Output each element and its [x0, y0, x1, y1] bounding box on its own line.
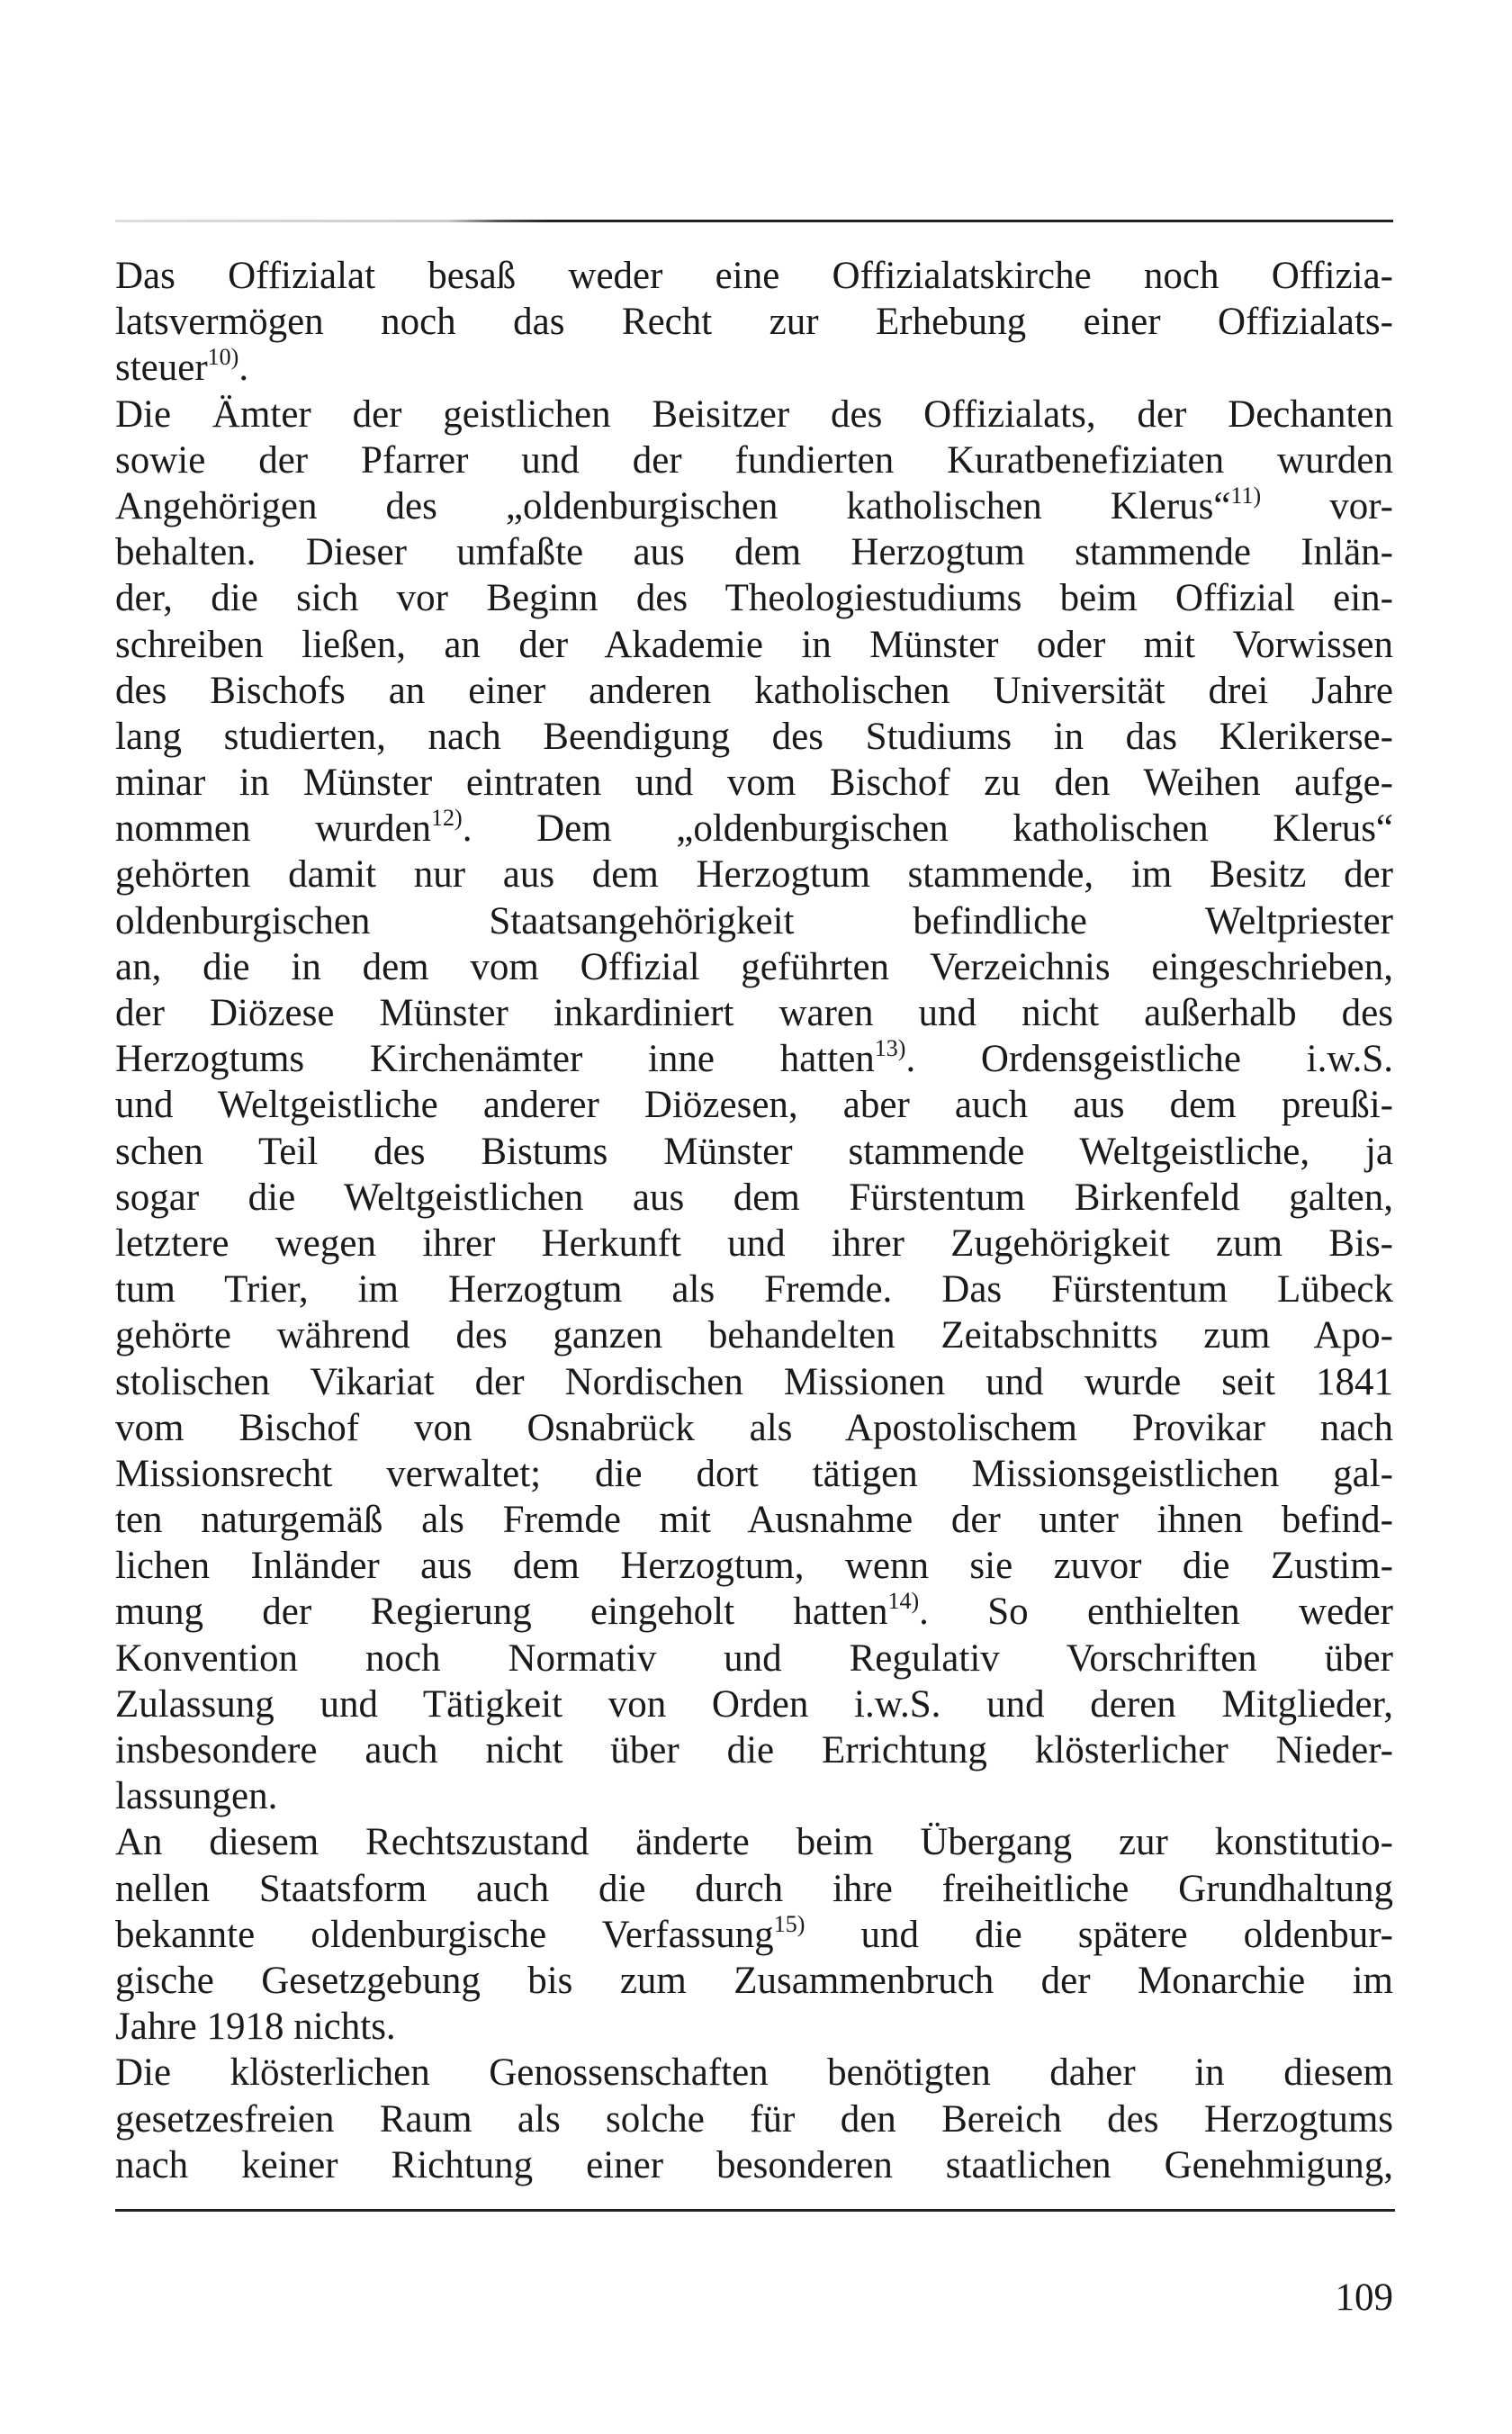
- footnote-marker: 13): [874, 1036, 906, 1062]
- text-line: [115, 852, 1393, 897]
- footnote-marker: 15): [773, 1911, 806, 1937]
- text-line: [115, 1451, 1393, 1497]
- text-segment: lassungen.: [115, 1775, 278, 1818]
- text-line: [115, 1405, 1393, 1451]
- text-segment: Missionsrecht verwaltet; die dort tätigen Missionsgeistlichen gal-: [115, 1452, 1393, 1495]
- text-segment: des Bischofs an einer anderen katholischen Universität drei Jahre: [115, 669, 1393, 712]
- text-line: [115, 1267, 1393, 1312]
- text-line: [115, 1958, 1393, 2004]
- page-number: 109: [1335, 2276, 1393, 2319]
- text-line: [115, 1866, 1393, 1912]
- text-segment: bekannte oldenburgische Verfassung: [115, 1913, 774, 1956]
- text-segment: tum Trier, im Herzogtum als Fremde. Das Fürstentum Lübeck: [115, 1268, 1393, 1312]
- text-segment: vor-: [1261, 484, 1393, 527]
- text-segment: letztere wegen ihrer Herkunft und ihrer Zugehörigkeit zum Bis-: [115, 1222, 1393, 1265]
- text-line: [115, 529, 1393, 575]
- text-line: [115, 299, 1393, 345]
- footer-rule: [115, 2209, 1395, 2212]
- footnote-marker: 12): [431, 806, 463, 832]
- text-segment: sogar die Weltgeistlichen aus dem Fürstentum Birkenfeld galten,: [115, 1176, 1393, 1219]
- text-segment: An diesem Rechtszustand änderte beim Übergang zur konstitutio-: [115, 1821, 1393, 1864]
- text-segment: und die spätere oldenbur-: [805, 1913, 1393, 1956]
- text-line: [115, 898, 1393, 944]
- text-line: [115, 1129, 1393, 1175]
- text-segment: schen Teil des Bistums Münster stammende Weltgeistliche, ja: [115, 1130, 1393, 1173]
- text-line: [115, 483, 1393, 529]
- text-segment: insbesondere auch nicht über die Errichtung klösterlicher Nieder-: [115, 1729, 1393, 1771]
- text-segment: oldenburgischen Staatsangehörigkeit befindliche Weltpriester: [115, 899, 1393, 942]
- text-segment: mung der Regierung eingeholt hatten: [115, 1591, 888, 1634]
- text-line: [115, 714, 1393, 760]
- text-line: [115, 1819, 1393, 1865]
- text-line: [115, 437, 1393, 483]
- text-line: [115, 668, 1393, 714]
- text-segment: .: [238, 347, 249, 390]
- text-line: [115, 1636, 1393, 1681]
- text-line: [115, 806, 1393, 852]
- text-segment: Herzogtums Kirchenämter inne hatten: [115, 1038, 875, 1081]
- text-segment: Die Ämter der geistlichen Beisitzer des Offizialats, der Dechanten: [115, 392, 1393, 436]
- text-line: [115, 1312, 1393, 1358]
- text-segment: ten naturgemäß als Fremde mit Ausnahme der unter ihnen befind-: [115, 1499, 1393, 1542]
- text-segment: Konvention noch Normativ und Regulativ Vorschriften über: [115, 1636, 1393, 1680]
- text-segment: der Diözese Münster inkardiniert waren und nicht außerhalb des: [115, 992, 1393, 1034]
- text-line: [115, 1497, 1393, 1543]
- header-rule: [115, 220, 1393, 222]
- text-line: [115, 1773, 1393, 1819]
- text-segment: sowie der Pfarrer und der fundierten Kuratbenefiziaten wurden: [115, 438, 1393, 482]
- text-segment: latsvermögen noch das Recht zur Erhebung einer Offizialats-: [115, 301, 1393, 344]
- text-segment: Zulassung und Tätigkeit von Orden i.w.S. und deren Mitglieder,: [115, 1682, 1393, 1726]
- text-line: [115, 253, 1393, 299]
- text-line: [115, 1589, 1393, 1635]
- footnote-marker: 14): [887, 1589, 920, 1615]
- text-line: [115, 575, 1393, 621]
- text-line: [115, 1359, 1393, 1405]
- text-line: [115, 392, 1393, 437]
- text-line: [115, 2096, 1393, 2142]
- text-segment: . Dem „oldenburgischen katholischen Klerus“: [462, 807, 1393, 851]
- text-line: [115, 990, 1393, 1036]
- text-line: [115, 760, 1393, 806]
- text-segment: nellen Staatsform auch die durch ihre freiheitliche Grundhaltung: [115, 1867, 1393, 1910]
- text-line: [115, 2142, 1393, 2188]
- footnote-marker: 10): [207, 345, 239, 371]
- text-line: [115, 1681, 1393, 1727]
- text-segment: Das Offizialat besaß weder eine Offizialatskirche noch Offizia-: [115, 255, 1393, 297]
- text-line: [115, 2050, 1393, 2096]
- text-line: [115, 1082, 1393, 1128]
- footnote-marker: 11): [1230, 482, 1262, 509]
- text-line: [115, 345, 1393, 391]
- text-segment: und Weltgeistliche anderer Diözesen, aber auch aus dem preußi-: [115, 1084, 1393, 1127]
- text-segment: gehörten damit nur aus dem Herzogtum stammende, im Besitz der: [115, 853, 1393, 897]
- text-segment: Die klösterlichen Genossenschaften benötigten daher in diesem: [115, 2051, 1393, 2095]
- text-segment: schreiben ließen, an der Akademie in Münster oder mit Vorwissen: [115, 623, 1393, 666]
- text-segment: . Ordensgeistliche i.w.S.: [905, 1038, 1393, 1081]
- text-segment: nommen wurden: [115, 807, 432, 851]
- text-segment: steuer: [115, 347, 208, 390]
- text-line: [115, 1912, 1393, 1958]
- text-segment: stolischen Vikariat der Nordischen Missionen und wurde seit 1841: [115, 1360, 1393, 1403]
- text-segment: behalten. Dieser umfaßte aus dem Herzogtum stammende Inlän-: [115, 531, 1393, 574]
- text-line: [115, 1221, 1393, 1267]
- text-line: [115, 944, 1393, 990]
- text-segment: gesetzesfreien Raum als solche für den Bereich des Herzogtums: [115, 2097, 1393, 2141]
- text-segment: lichen Inländer aus dem Herzogtum, wenn sie zuvor die Zustim-: [115, 1545, 1393, 1588]
- text-segment: Jahre 1918 nichts.: [115, 2006, 396, 2049]
- text-segment: Angehörigen des „oldenburgischen katholischen Klerus“: [115, 484, 1231, 527]
- text-segment: vom Bischof von Osnabrück als Apostolischem Provikar nach: [115, 1406, 1393, 1449]
- text-line: [115, 1175, 1393, 1221]
- text-line: [115, 622, 1393, 668]
- text-line: [115, 1036, 1393, 1082]
- text-segment: lang studierten, nach Beendigung des Studiums in das Klerikerse-: [115, 715, 1393, 758]
- text-line: [115, 1727, 1393, 1773]
- text-segment: gehörte während des ganzen behandelten Zeitabschnitts zum Apo-: [115, 1314, 1393, 1357]
- body-text: [115, 253, 1393, 2188]
- text-line: [115, 1543, 1393, 1589]
- text-segment: nach keiner Richtung einer besonderen staatlichen Genehmigung,: [115, 2143, 1393, 2186]
- text-line: [115, 2004, 1393, 2050]
- text-segment: gische Gesetzgebung bis zum Zusammenbruch der Monarchie im: [115, 1959, 1393, 2002]
- text-segment: an, die in dem vom Offizial geführten Verzeichnis eingeschrieben,: [115, 945, 1393, 988]
- text-segment: . So enthielten weder: [919, 1591, 1393, 1634]
- text-segment: der, die sich vor Beginn des Theologiestudiums beim Offizial ein-: [115, 577, 1393, 620]
- text-segment: minar in Münster eintraten und vom Bischof zu den Weihen aufge-: [115, 762, 1393, 805]
